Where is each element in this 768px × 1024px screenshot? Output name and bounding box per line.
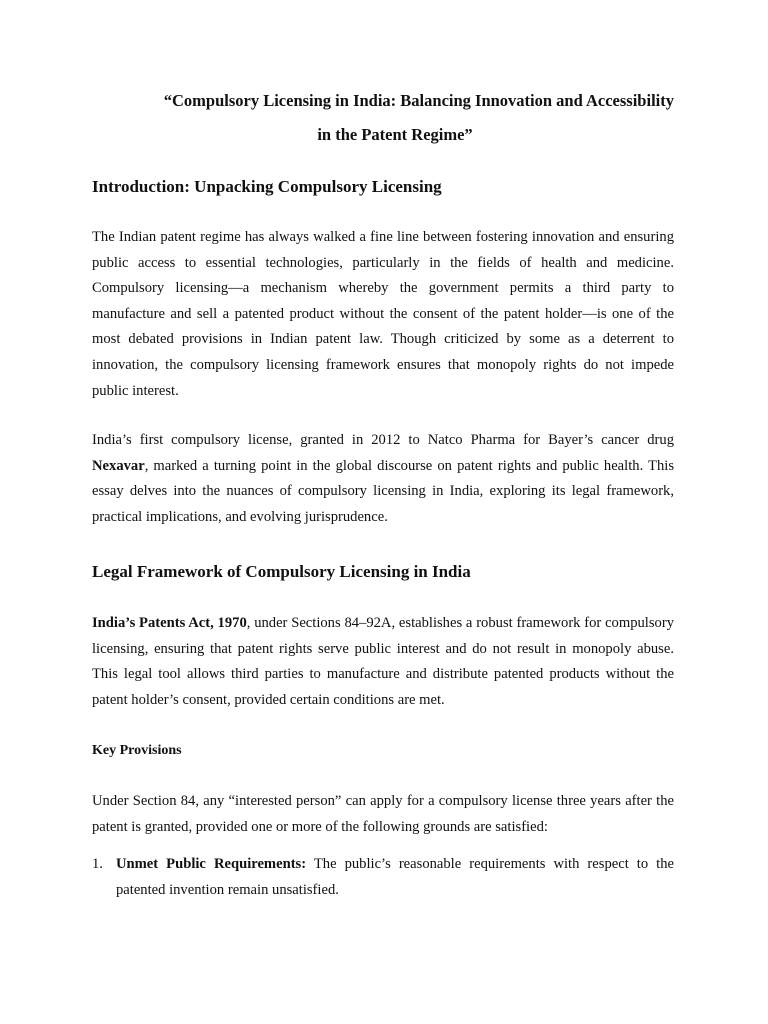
intro-p2-end: , marked a turning point in the global discourse on patent rights and public health. This essay delves into the nuances of compulsory licensing in India, exploring its legal framework, practical implications, and evolving jurisprudence.: [92, 457, 674, 525]
list-item: [92, 852, 674, 903]
list-item-text: The public’s reasonable requirements with respect to the patented invention remain unsatisfied.: [116, 856, 674, 898]
legal-framework-heading: Legal Framework of Compulsory Licensing in India: [92, 562, 471, 581]
intro-p2-start: India’s first compulsory license, granted in 2012 to Natco Pharma for Bayer’s cancer drug: [92, 432, 674, 448]
intro-heading: Introduction: Unpacking Compulsory Licensing: [92, 177, 442, 196]
key-provisions-heading: Key Provisions: [92, 743, 182, 758]
nexavar-bold: Nexavar: [92, 457, 145, 474]
title-line-1: “Compulsory Licensing in India: Balancing Innovation and Accessibility: [163, 91, 674, 110]
legal-p1-rest: , under Sections 84–92A, establishes a robust framework for compulsory licensing, ensuring that patent rights serve public interest and do not result in monopoly abuse. This legal tool allows third parties to manufacture and distribute patented products without the patent holder’s consent, provided certain conditions are met.: [92, 615, 674, 708]
list-item-title: Unmet Public Requirements:: [116, 856, 307, 872]
key-provisions-paragraph: Under Section 84, any “interested person” can apply for a compulsory license three years after the patent is granted, provided one or more of the following grounds are satisfied:: [92, 793, 674, 835]
list-item-body: [116, 852, 674, 903]
intro-paragraph-1: The Indian patent regime has always walked a fine line between fostering innovation and ensuring public access to essential technologies, particularly in the fields of health and medicine. Compulsory licensing—a mechanism whereby the government permits a third party to manufacture and sell a patented product without the consent of the patent holder—is one of the most debated provisions in Indian patent law. Though criticized by some as a deterrent to innovation, the compulsory licensing framework ensures that monopoly rights do not impede public interest.: [92, 229, 674, 399]
list-item-number: 1.: [92, 856, 103, 872]
title-line-2: in the Patent Regime”: [317, 125, 473, 144]
document-title: [92, 84, 674, 152]
intro-paragraph-2: [92, 428, 674, 530]
legal-paragraph-1: [92, 611, 674, 713]
patents-act-bold: India’s Patents Act, 1970: [92, 615, 247, 631]
